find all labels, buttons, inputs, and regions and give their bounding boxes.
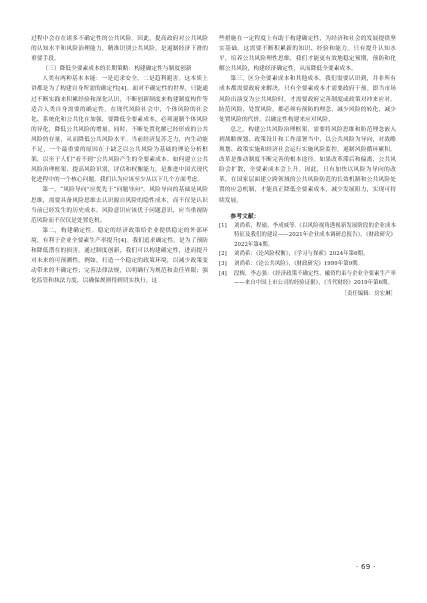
reference-text: 刘尚希，程瑜，李成威等.《以风险视角透视新发展阶段的企业成本特征及我们的建议——2021年企业成本调研总报告》，《财政研究》2022年第4期。 xyxy=(234,222,396,248)
body-paragraph: 第三，区分全要素成本和其他成本。我们需要认识到，并非所有成本都需要政府来解决，只有全要素成本才需要政府干预。即当市场风险出演变为公共风险时，才需要政府完善制度或政策对冲来应对。防范风险、处置风险，都必须有预防的理念，减少风险的转化，减少处置风险的代价，以确定性构建来应对风险。 xyxy=(219,76,396,123)
reference-item xyxy=(219,260,396,270)
reference-text: 段梅，李志强：《经济政策不确定性、融资约束与企业全要素生产率——来自中国上市公司的经验证据》，《当代财经》2019年第6期。 xyxy=(234,270,396,287)
body-paragraph: 人类有两种基本本能：一是追求安全，二是趋利避害。这本质上讲都是为了构建自身所需的确定性[4]。面对不确定性的世界，只能通过不断实践来积累经验和深化认识，不断创新制度来构建制度构件等适合人类自身需要的确定性。在现代风险社会中，个体风险的社会化、系统化和公共化在加强，要降低全要素成本，必须遏制个体风险的异化，降低公共风险的增量。同时，不断处置化解已经形成的公共风险的存量，从而降低公共风险水平。当前经济复苏乏力，内生动能不足，一个最重要的原因在于缺乏以公共风险为基础的理论分析框架，以至于人们“看不到”公共风险产生的全要素成本。如何建立公共风险治理框架，提高风险识别、评估和权衡能力，是推进中国式现代化进程中的一个核心问题。我们认为应该至少从以下几个方面考虑。 xyxy=(31,76,208,184)
editor-note: ［责任编辑：房宏琳］ xyxy=(341,290,396,297)
reference-number: [2] xyxy=(219,251,227,258)
reference-item xyxy=(219,222,396,251)
body-paragraph: 过程中会存在诸多不确定性的公共风险。因此，提高政府对公共风险的认知水平和风险治理能力，精准识别公共风险，是遏制经济下滑的重要手段。 xyxy=(31,36,208,63)
body-paragraph: 第一，“风险导向”应优先于“问题导向”。风险导向的基础是风险思维，需要具备风险思维去认识源自风险的隐性成本，而不仅是认识当前已经发生的历史成本。风险意识应该优于问题意识，应当重视防范风险而不仅仅是处置危机。 xyxy=(31,187,208,224)
reference-list xyxy=(219,222,396,289)
section-heading: （三）降低全要素成本的长期策略：构建确定性与制度创新 xyxy=(42,66,192,73)
references-title: 参考文献： xyxy=(230,213,260,220)
reference-text: 刘尚希：《论风险权衡》，《学习与探索》2024年第6期。 xyxy=(234,251,369,258)
reference-item xyxy=(219,270,396,289)
reference-number: [3] xyxy=(219,260,227,267)
body-paragraph: 总之，构建公共风险治理框架，需要将风险思维和防范理念嵌入到战略规划、政策设计和工作部署当中，以公共风险为导向，对战略规划、政策实施和经济社会运行实施风险监控，遏制风险循环累积。改革是推动制度不断完善的根本途径。如果改革滞后和偏离，公共风险会扩散，全要素成本会上升。因此，只有加快以风险为导向的改革，在国家层面建立跨领域的公共风险防范的长效机制和公共风险处置的应急机制，才能真正降低全要素成本，减少发展阻力，实现可持续发展。 xyxy=(219,126,396,204)
reference-text: 刘尚希：《论公共风险》，《财政研究》1999年第9期。 xyxy=(234,260,363,267)
page-number: · 69 · xyxy=(356,563,376,571)
reference-item xyxy=(219,250,396,260)
body-paragraph: 第二，构建确定性。稳定的经济政策给企业提供稳定的外部环境，有利于企业全要素生产率提升[4]。我们追求确定性，是为了预防和降低潜在的损害。通过制度创新，我们可以构建确定性，进而提升对未来的可预测性。例如，打造一个稳定的政策环境，以减少政策变动带来的不确定性；完善法律法规，以明确行为规范和责任界限；强化监管和执法力度，以确保规则得到切实执行。这 xyxy=(31,227,208,285)
right-column xyxy=(219,34,396,299)
reference-number: [1] xyxy=(219,222,227,229)
body-paragraph: 些措施在一定程度上有助于构建确定性，为经济和社会的发展提供坚实基础。这需要不断积累新的知识、经验和能力。只有提升认知水平，培养公共风险理性思维，我们才能更有效地稳定预期，预防和化解公共风险，构建经济确定性，从而降低全要素成本。 xyxy=(219,36,396,73)
reference-number: [4] xyxy=(219,270,227,277)
left-column xyxy=(31,34,208,286)
